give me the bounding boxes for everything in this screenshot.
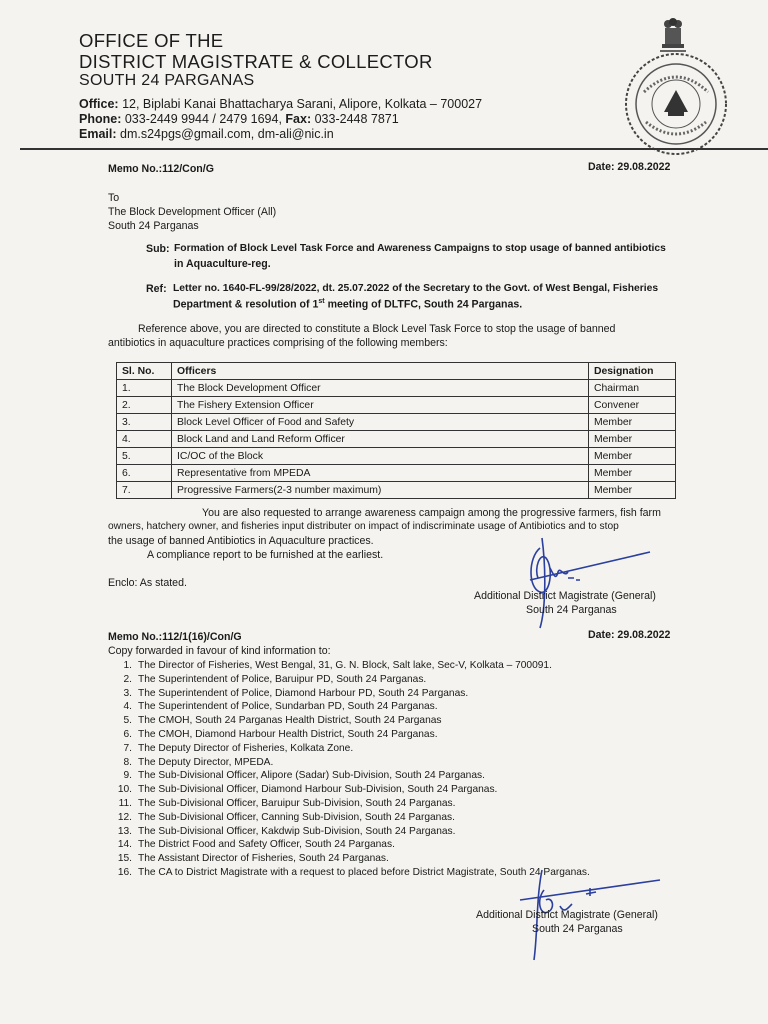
cell-officer: Progressive Farmers(2-3 number maximum) — [172, 482, 589, 499]
list-item-text: The Superintendent of Police, Baruipur PD, South 24 Parganas. — [138, 673, 427, 685]
para2-line2: owners, hatchery owner, and fisheries input distributer on impact of indiscriminate usage of Antibiotics and to stop — [108, 521, 619, 532]
memo2-number: Memo No.:112/1(16)/Con/G — [108, 631, 242, 643]
list-item: 3. The Superintendent of Police, Diamond Harbour PD, South 24 Parganas. — [123, 687, 469, 699]
list-item: 9. The Sub-Divisional Officer, Alipore (Sadar) Sub-Division, South 24 Parganas. — [123, 770, 485, 782]
signatory2-district: South 24 Parganas — [532, 923, 623, 935]
cell-sl: 7. — [117, 482, 172, 499]
list-item-text: The Superintendent of Police, Sundarban PD, South 24 Parganas. — [138, 701, 438, 713]
signatory1-district: South 24 Parganas — [526, 604, 617, 616]
ref-line2-b: meeting of DLTFC, South 24 Parganas. — [324, 298, 523, 311]
header-officers: Officers — [172, 363, 589, 380]
list-item-text: The Assistant Director of Fisheries, South 24 Parganas. — [138, 853, 389, 865]
cell-designation: Convener — [589, 397, 676, 414]
list-item: 4. The Superintendent of Police, Sundarban PD, South 24 Parganas. — [123, 701, 438, 713]
list-item-text: The Deputy Director of Fisheries, Kolkata Zone. — [138, 742, 354, 754]
cell-officer: Block Land and Land Reform Officer — [172, 431, 589, 448]
office-address — [79, 97, 482, 111]
list-item: 5. The CMOH, South 24 Parganas Health District, South 24 Parganas — [123, 715, 442, 727]
cell-officer: Block Level Officer of Food and Safety — [172, 414, 589, 431]
ref-line1: Letter no. 1640-FL-99/28/2022, dt. 25.07.2022 of the Secretary to the Govt. of West Bengal, Fisheries — [173, 283, 659, 294]
addressee-line2: South 24 Parganas — [108, 220, 199, 232]
office-label: Office: — [79, 97, 119, 111]
signatory2-title: Additional District Magistrate (General) — [476, 909, 658, 921]
list-item: 10. The Sub-Divisional Officer, Diamond Harbour Sub-Division, South 24 Parganas. — [117, 784, 498, 796]
table-row — [117, 431, 676, 448]
list-item-text: The Sub-Divisional Officer, Canning Sub-Division, South 24 Parganas. — [138, 811, 455, 823]
email-label: Email: — [79, 127, 117, 141]
to-label: To — [108, 192, 120, 204]
phone-value: 033-2449 9944 / 2479 1694, — [124, 112, 282, 126]
cell-designation: Member — [589, 448, 676, 465]
list-item-text: The Sub-Divisional Officer, Baruipur Sub-Division, South 24 Parganas. — [138, 797, 456, 809]
office-email — [79, 127, 334, 141]
cell-sl: 1. — [117, 380, 172, 397]
table-row — [117, 448, 676, 465]
list-item: 11. The Sub-Divisional Officer, Baruipur Sub-Division, South 24 Parganas. — [118, 797, 456, 809]
cell-designation: Member — [589, 414, 676, 431]
cell-designation: Chairman — [589, 380, 676, 397]
cell-sl: 5. — [117, 448, 172, 465]
table-row — [117, 397, 676, 414]
list-item-text: The CMOH, South 24 Parganas Health District, South 24 Parganas — [138, 715, 442, 727]
table-row — [117, 482, 676, 499]
list-item-text: The Deputy Director, MPEDA. — [138, 756, 274, 768]
cell-sl: 3. — [117, 414, 172, 431]
list-item: 14. The District Food and Safety Officer, South 24 Parganas. — [117, 839, 395, 851]
list-item: 15. The Assistant Director of Fisheries, South 24 Parganas. — [117, 853, 389, 865]
addressee-line1: The Block Development Officer (All) — [108, 206, 277, 218]
email-value: dm.s24pgs@gmail.com, dm-ali@nic.in — [120, 127, 334, 141]
copy-list — [108, 659, 590, 880]
subject-line1: Formation of Block Level Task Force and Awareness Campaigns to stop usage of banned antibiotics — [174, 243, 666, 254]
memo1-number: Memo No.:112/Con/G — [108, 163, 214, 175]
state-emblem-icon — [656, 14, 690, 56]
cell-officer: Representative from MPEDA — [172, 465, 589, 482]
para2-line1: You are also requested to arrange awareness campaign among the progressive farmers, fish farm — [202, 507, 661, 519]
office-title-line3: SOUTH 24 PARGANAS — [79, 72, 255, 89]
table-header-row — [117, 363, 676, 380]
list-item: 13. The Sub-Divisional Officer, Kakdwip Sub-Division, South 24 Parganas. — [117, 825, 456, 837]
list-item: 16. The CA to District Magistrate with a request to placed before District Magistrate, South 24 Parganas. — [117, 866, 590, 878]
copy-intro: Copy forwarded in favour of kind information to: — [108, 645, 331, 657]
fax-value: 033-2448 7871 — [314, 112, 399, 126]
enclosure: Enclo: As stated. — [108, 577, 187, 589]
para3: A compliance report to be furnished at the earliest. — [147, 549, 384, 561]
subject-line2: in Aquaculture-reg. — [174, 258, 271, 270]
para1-line1: Reference above, you are directed to constitute a Block Level Task Force to stop the usage of banned — [138, 323, 616, 335]
office-title-line2: DISTRICT MAGISTRATE & COLLECTOR — [79, 51, 433, 72]
cell-designation: Member — [589, 465, 676, 482]
list-item: 8. The Deputy Director, MPEDA. — [123, 756, 274, 768]
office-title-line1: OFFICE OF THE — [79, 30, 224, 51]
cell-sl: 4. — [117, 431, 172, 448]
list-item-text: The CA to District Magistrate with a request to placed before District Magistrate, South 24 Parganas. — [138, 866, 590, 878]
table-row — [117, 380, 676, 397]
ref-line2-a: Department & resolution of 1 — [173, 298, 319, 311]
memo2-date: Date: 29.08.2022 — [588, 629, 671, 641]
ref-label: Ref: — [146, 283, 167, 295]
cell-sl: 6. — [117, 465, 172, 482]
ref-line2 — [173, 298, 522, 311]
subject-label: Sub: — [146, 243, 170, 255]
list-item-text: The CMOH, Diamond Harbour Health District, South 24 Parganas. — [138, 728, 438, 740]
cell-officer: The Block Development Officer — [172, 380, 589, 397]
list-item: 2. The Superintendent of Police, Baruipur PD, South 24 Parganas. — [123, 673, 427, 685]
header-designation: Designation — [589, 363, 676, 380]
office-value: 12, Biplabi Kanai Bhattacharya Sarani, Alipore, Kolkata – 700027 — [122, 97, 483, 111]
list-item-text: The Director of Fisheries, West Bengal, 31, G. N. Block, Salt lake, Sec-V, Kolkata – 700091. — [138, 660, 552, 671]
cell-officer: IC/OC of the Block — [172, 448, 589, 465]
list-item-text: The Sub-Divisional Officer, Alipore (Sadar) Sub-Division, South 24 Parganas. — [138, 770, 485, 782]
cell-designation: Member — [589, 431, 676, 448]
cell-sl: 2. — [117, 397, 172, 414]
para1-line2: antibiotics in aquaculture practices comprising of the following members: — [108, 337, 448, 349]
header-sl-no: Sl. No. — [117, 363, 172, 380]
list-item: 6. The CMOH, Diamond Harbour Health District, South 24 Parganas. — [123, 728, 438, 740]
para2-line3: the usage of banned Antibiotics in Aquaculture practices. — [108, 535, 374, 547]
memo1-date: Date: 29.08.2022 — [588, 161, 671, 173]
phone-label: Phone: — [79, 112, 122, 126]
header-divider — [20, 148, 768, 150]
cell-officer: The Fishery Extension Officer — [172, 397, 589, 414]
list-item: 7. The Deputy Director of Fisheries, Kolkata Zone. — [123, 742, 354, 754]
fax-label: Fax: — [285, 112, 312, 126]
signature-1-icon — [510, 528, 670, 638]
list-item: 12. The Sub-Divisional Officer, Canning Sub-Division, South 24 Parganas. — [117, 811, 455, 823]
list-item-text: The Sub-Divisional Officer, Kakdwip Sub-Division, South 24 Parganas. — [138, 825, 456, 837]
table-row — [117, 414, 676, 431]
signatory1-title: Additional District Magistrate (General) — [474, 590, 656, 602]
office-phone — [79, 112, 399, 126]
cell-designation: Member — [589, 482, 676, 499]
members-table — [116, 362, 676, 499]
ref-line2-sup: st — [318, 298, 325, 305]
list-item-text: The Superintendent of Police, Diamond Harbour PD, South 24 Parganas. — [138, 687, 469, 699]
list-item-text: The District Food and Safety Officer, South 24 Parganas. — [138, 839, 395, 851]
list-item-text: The Sub-Divisional Officer, Diamond Harbour Sub-Division, South 24 Parganas. — [138, 784, 498, 796]
list-item: 1. The Director of Fisheries, West Bengal, 31, G. N. Block, Salt lake, Sec-V, Kolkata – 700091. — [123, 660, 552, 671]
office-seal-icon — [624, 52, 728, 156]
table-row — [117, 465, 676, 482]
